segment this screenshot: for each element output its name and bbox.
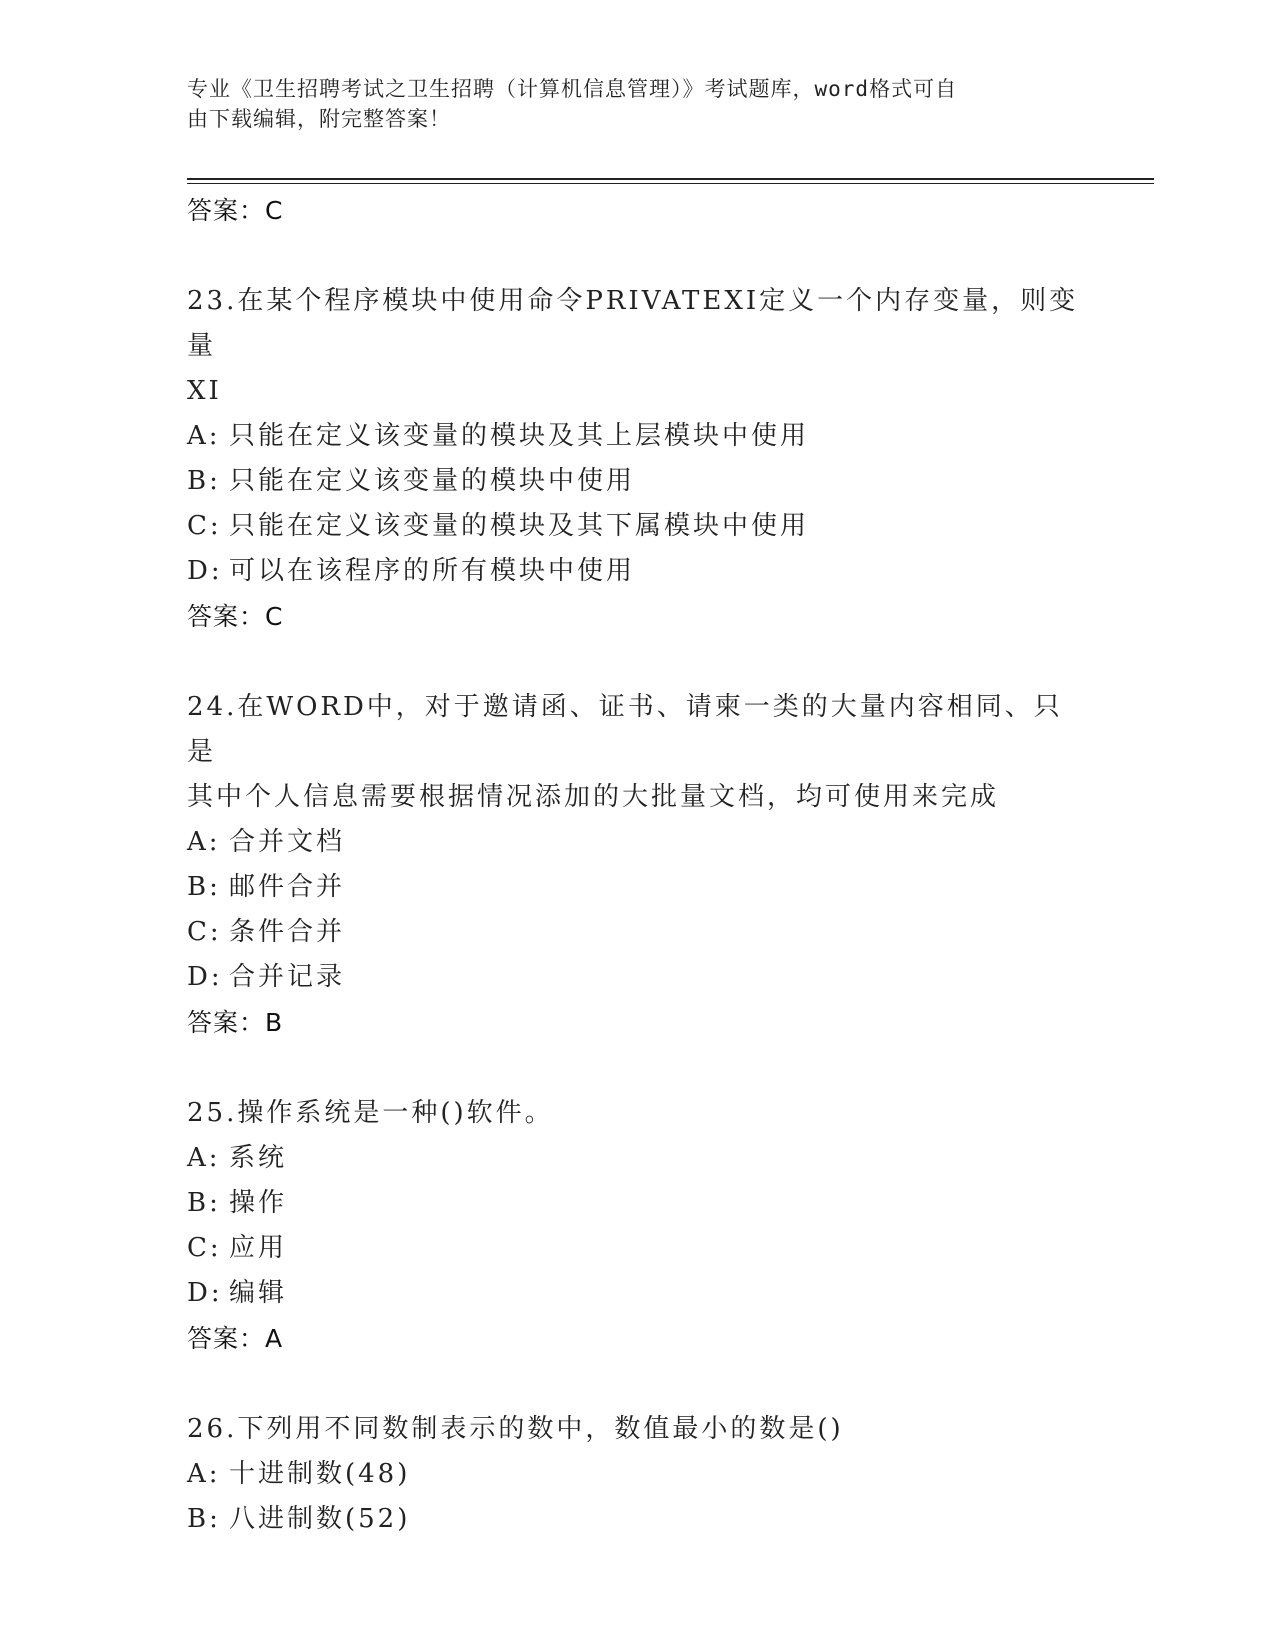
question-list <box>187 188 1087 1542</box>
answer: 答案：A <box>187 1324 284 1353</box>
option-d <box>187 1271 1087 1316</box>
question-stem-line: 其中个人信息需要根据情况添加的大批量文档，均可使用来完成 <box>187 782 1000 812</box>
option-letter: C: <box>187 1233 222 1263</box>
option-text: 八进制数(52) <box>229 1504 411 1534</box>
option-letter: A: <box>187 1143 221 1173</box>
question-stem <box>187 685 1087 820</box>
option-letter: C: <box>187 511 222 541</box>
header-note-line-2: 由下载编辑，附完整答案！ <box>187 107 451 131</box>
option-c <box>187 910 1087 955</box>
option-letter: B: <box>187 1188 221 1218</box>
option-a <box>187 414 1087 459</box>
option-a <box>187 1452 1087 1497</box>
option-letter: D: <box>187 962 223 992</box>
option-text: 只能在定义该变量的模块及其上层模块中使用 <box>229 421 810 451</box>
option-text: 操作 <box>229 1188 288 1218</box>
option-b <box>187 459 1087 504</box>
question-stem <box>187 1407 1087 1452</box>
option-text: 十进制数(48) <box>229 1459 411 1489</box>
question-stem <box>187 279 1087 414</box>
question-24 <box>187 685 1087 1046</box>
option-letter: C: <box>187 917 222 947</box>
option-text: 编辑 <box>229 1278 288 1308</box>
option-a <box>187 820 1087 865</box>
option-text: 可以在该程序的所有模块中使用 <box>229 556 636 586</box>
option-text: 邮件合并 <box>229 872 346 902</box>
header-note <box>187 74 1067 134</box>
answer: 答案：B <box>187 1008 284 1037</box>
option-d <box>187 955 1087 1000</box>
option-letter: D: <box>187 556 223 586</box>
option-c <box>187 504 1087 549</box>
option-b <box>187 865 1087 910</box>
option-letter: A: <box>187 827 221 857</box>
question-stem-line: 25.操作系统是一种()软件。 <box>187 1098 554 1128</box>
question-stem-line: XI <box>187 376 222 406</box>
header-divider-thin <box>187 183 1154 184</box>
option-text: 应用 <box>229 1233 288 1263</box>
option-letter: D: <box>187 1278 223 1308</box>
option-letter: B: <box>187 466 221 496</box>
question-stem-line: 26.下列用不同数制表示的数中，数值最小的数是() <box>187 1414 844 1444</box>
option-letter: B: <box>187 1504 221 1534</box>
answer: 答案：C <box>187 602 284 631</box>
question-26 <box>187 1407 1087 1542</box>
option-a <box>187 1136 1087 1181</box>
option-b <box>187 1497 1087 1542</box>
question-23 <box>187 279 1087 640</box>
option-text: 只能在定义该变量的模块及其下属模块中使用 <box>229 511 810 541</box>
question-stem-line: 24.在WORD中，对于邀请函、证书、请柬一类的大量内容相同、只是 <box>187 692 1063 767</box>
option-text: 合并记录 <box>229 962 346 992</box>
question-stem-line: 23.在某个程序模块中使用命令PRIVATEXI定义一个内存变量，则变量 <box>187 286 1079 361</box>
option-letter: B: <box>187 872 221 902</box>
option-text: 只能在定义该变量的模块中使用 <box>229 466 636 496</box>
question-25 <box>187 1091 1087 1362</box>
header-note-line-1: 专业《卫生招聘考试之卫生招聘（计算机信息管理）》考试题库，word格式可自 <box>187 77 958 101</box>
option-text: 系统 <box>229 1143 288 1173</box>
question-stem <box>187 1091 1087 1136</box>
option-c <box>187 1226 1087 1271</box>
option-b <box>187 1181 1087 1226</box>
option-letter: A: <box>187 1459 221 1489</box>
option-letter: A: <box>187 421 221 451</box>
option-text: 合并文档 <box>229 827 346 857</box>
previous-answer: 答案：C <box>187 196 284 225</box>
header-divider-thick <box>187 178 1154 180</box>
option-text: 条件合并 <box>229 917 346 947</box>
option-d <box>187 549 1087 594</box>
